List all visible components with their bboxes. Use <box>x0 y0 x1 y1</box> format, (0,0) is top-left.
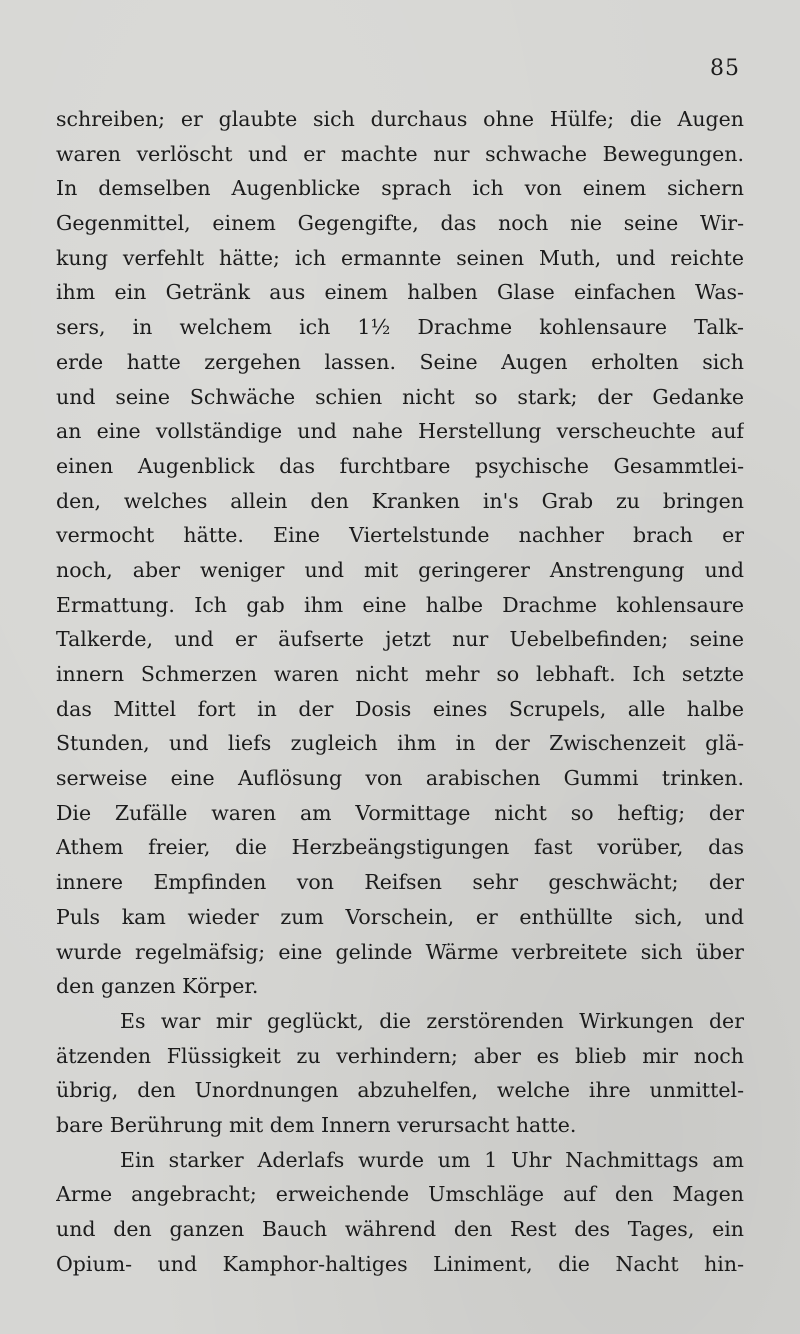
text-line: sers, in welchem ich 1½ Drachme kohlensaure Talk- <box>56 315 744 340</box>
text-line: noch, aber weniger und mit geringerer Anstrengung und <box>56 557 744 582</box>
text-line: übrig, den Unordnungen abzuhelfen, welche ihre unmittel- <box>56 1078 744 1103</box>
text-line: den, welches allein den Kranken in's Grab zu bringen <box>56 488 744 513</box>
text-line: In demselben Augenblicke sprach ich von einem sichern <box>56 176 744 201</box>
text-line: innern Schmerzen waren nicht mehr so lebhaft. Ich setzte <box>56 662 744 686</box>
text-line: an eine vollständige und nahe Herstellung verscheuchte auf <box>56 419 744 444</box>
text-line: bare Berührung mit dem Innern verursacht hatte. <box>56 1112 577 1137</box>
text-line: und den ganzen Bauch während den Rest des Tages, ein <box>56 1217 744 1241</box>
text-line: einen Augenblick das furchtbare psychische Gesammtlei- <box>56 453 744 478</box>
text-line: und seine Schwäche schien nicht so stark; der Gedanke <box>56 384 744 409</box>
text-line: das Mittel fort in der Dosis eines Scrupels, alle halbe <box>56 696 744 721</box>
paragraph-start-line: Es war mir geglückt, die zerstörenden Wirkungen der <box>120 1008 744 1033</box>
text-line: Puls kam wieder zum Vorschein, er enthüllte sich, und <box>56 904 744 929</box>
text-line: Gegenmittel, einem Gegengifte, das noch nie seine Wir- <box>56 211 744 236</box>
page-number: 85 <box>710 56 740 81</box>
text-line: waren verlöscht und er machte nur schwache Bewegungen. <box>56 141 744 166</box>
text-line: den ganzen Körper. <box>56 974 259 999</box>
text-line: serweise eine Auflösung von arabischen Gummi trinken. <box>56 766 744 791</box>
text-line: Talkerde, und er äufserte jetzt nur Uebelbefinden; seine <box>56 627 744 652</box>
body-text <box>56 102 744 1281</box>
text-line: ihm ein Getränk aus einem halben Glase einfachen Was- <box>56 280 744 305</box>
text-line: vermocht hätte. Eine Viertelstunde nachher brach er <box>56 523 744 548</box>
text-line: Stunden, und liefs zugleich ihm in der Zwischenzeit glä- <box>56 731 744 756</box>
text-line: Arme angebracht; erweichende Umschläge auf den Magen <box>56 1182 744 1207</box>
text-line: erde hatte zergehen lassen. Seine Augen erholten sich <box>56 349 744 374</box>
text-line: Opium- und Kamphor-haltiges Liniment, die Nacht hin- <box>56 1251 744 1276</box>
text-line: ätzenden Flüssigkeit zu verhindern; aber es blieb mir noch <box>56 1043 744 1068</box>
text-line: Die Zufälle waren am Vormittage nicht so heftig; der <box>56 800 744 825</box>
text-line: Ermattung. Ich gab ihm eine halbe Drachme kohlensaure <box>56 592 744 617</box>
text-line: schreiben; er glaubte sich durchaus ohne Hülfe; die Augen <box>56 107 744 131</box>
text-line: wurde regelmäfsig; eine gelinde Wärme verbreitete sich über <box>56 939 744 964</box>
text-line: kung verfehlt hätte; ich ermannte seinen Muth, und reichte <box>56 245 744 270</box>
paragraph-start-line: Ein starker Aderlafs wurde um 1 Uhr Nachmittags am <box>120 1147 744 1172</box>
text-line: innere Empfinden von Reifsen sehr geschwächt; der <box>56 870 744 895</box>
text-line: Athem freier, die Herzbeängstigungen fast vorüber, das <box>56 835 744 860</box>
